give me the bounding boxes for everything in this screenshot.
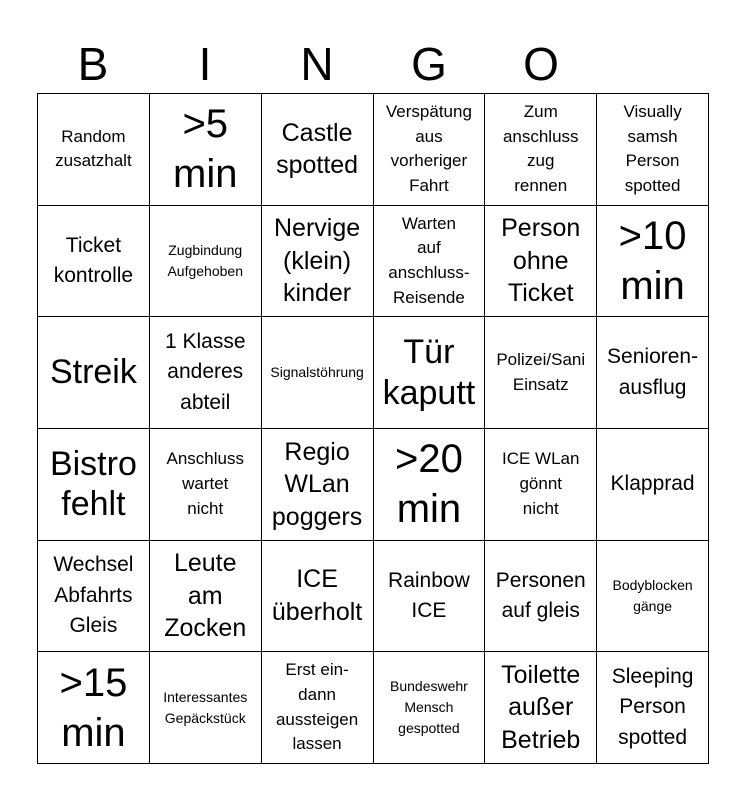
bingo-cell[interactable] xyxy=(374,541,486,653)
bingo-cell[interactable] xyxy=(150,206,262,318)
bingo-cell[interactable] xyxy=(38,429,150,541)
cell-label: Anschluss wartet nicht xyxy=(166,449,244,518)
bingo-cell[interactable] xyxy=(38,317,150,429)
cell-label: Zugbindung Aufgehoben xyxy=(167,241,243,279)
bingo-cell[interactable] xyxy=(374,94,486,206)
cell-label: Rainbow ICE xyxy=(388,568,470,622)
bingo-cell[interactable] xyxy=(262,652,374,764)
cell-label: Nervige (klein) kinder xyxy=(274,214,361,308)
bingo-cell[interactable] xyxy=(597,94,709,206)
bingo-cell[interactable] xyxy=(485,206,597,318)
bingo-cell[interactable] xyxy=(262,317,374,429)
bingo-board xyxy=(37,93,709,764)
bingo-cell[interactable] xyxy=(150,652,262,764)
cell-label: Leute am Zocken xyxy=(164,549,247,643)
bingo-cell[interactable] xyxy=(597,652,709,764)
cell-label: Sleeping Person spotted xyxy=(611,665,694,749)
bingo-cell[interactable] xyxy=(485,317,597,429)
bingo-cell[interactable] xyxy=(38,94,150,206)
bingo-cell[interactable] xyxy=(38,206,150,318)
bingo-header xyxy=(37,36,709,92)
cell-label: Bistro fehlt xyxy=(49,444,137,524)
cell-label: Zum anschluss zug rennen xyxy=(502,102,579,195)
cell-label: >20 min xyxy=(394,437,463,532)
header-letter-empty xyxy=(597,36,709,92)
cell-label: Polizei/Sani Einsatz xyxy=(496,350,586,394)
cell-label: >10 min xyxy=(618,213,687,308)
bingo-cell[interactable] xyxy=(150,429,262,541)
header-letter-n: N xyxy=(300,38,334,90)
cell-label: Signalstöhrung xyxy=(270,364,364,381)
header-letter-o: O xyxy=(523,38,559,90)
bingo-cell[interactable] xyxy=(150,94,262,206)
cell-label: ICE WLan gönnt nicht xyxy=(502,449,580,518)
bingo-cell[interactable] xyxy=(262,206,374,318)
cell-label: Interessantes Gepäckstück xyxy=(163,688,248,726)
cell-label: Personen auf gleis xyxy=(495,568,586,622)
bingo-cell[interactable] xyxy=(485,541,597,653)
bingo-cell[interactable] xyxy=(597,317,709,429)
bingo-cell[interactable] xyxy=(374,206,486,318)
bingo-cell[interactable] xyxy=(262,94,374,206)
header-letter-b: B xyxy=(77,38,109,90)
bingo-cell[interactable] xyxy=(597,541,709,653)
cell-label: Bundeswehr Mensch gespotted xyxy=(390,678,468,737)
bingo-cell[interactable] xyxy=(38,541,150,653)
cell-label: >5 min xyxy=(173,102,238,197)
cell-label: Person ohne Ticket xyxy=(501,214,581,308)
header-letter-g: G xyxy=(411,38,447,90)
cell-label: 1 Klasse anderes abteil xyxy=(164,330,246,414)
cell-label: Warten auf anschluss- Reisende xyxy=(388,213,470,307)
bingo-cell[interactable] xyxy=(38,652,150,764)
bingo-cell[interactable] xyxy=(374,429,486,541)
bingo-cell[interactable] xyxy=(597,206,709,318)
bingo-cell[interactable] xyxy=(485,652,597,764)
bingo-cell[interactable] xyxy=(597,429,709,541)
bingo-cell[interactable] xyxy=(485,94,597,206)
cell-label: Ticket kontrolle xyxy=(53,233,134,287)
bingo-cell[interactable] xyxy=(374,317,486,429)
cell-label: Erst ein- dann aussteigen lassen xyxy=(275,660,359,754)
bingo-cell[interactable] xyxy=(262,541,374,653)
cell-label: Toilette außer Betrieb xyxy=(501,660,581,754)
cell-label: Verspätung aus vorheriger Fahrt xyxy=(385,102,472,195)
bingo-cell[interactable] xyxy=(150,317,262,429)
header-letter-i: I xyxy=(198,38,212,90)
cell-label: >15 min xyxy=(59,660,128,755)
cell-label: Bodyblocken gänge xyxy=(612,576,693,614)
cell-label: Visually samsh Person spotted xyxy=(623,102,682,195)
cell-label: Regio WLan poggers xyxy=(271,437,363,531)
bingo-cell[interactable] xyxy=(374,652,486,764)
bingo-cell[interactable] xyxy=(150,541,262,653)
cell-label: ICE überholt xyxy=(271,565,363,626)
bingo-cell[interactable] xyxy=(262,429,374,541)
cell-label: Tür kaputt xyxy=(382,332,476,412)
cell-label: Klapprad xyxy=(610,472,695,496)
cell-label: Random zusatzhalt xyxy=(55,126,132,171)
cell-label: Castle spotted xyxy=(276,118,359,180)
cell-label: Streik xyxy=(49,353,137,392)
cell-label: Wechsel Abfahrts Gleis xyxy=(53,553,134,638)
cell-label: Senioren- ausflug xyxy=(607,345,699,399)
bingo-cell[interactable] xyxy=(485,429,597,541)
